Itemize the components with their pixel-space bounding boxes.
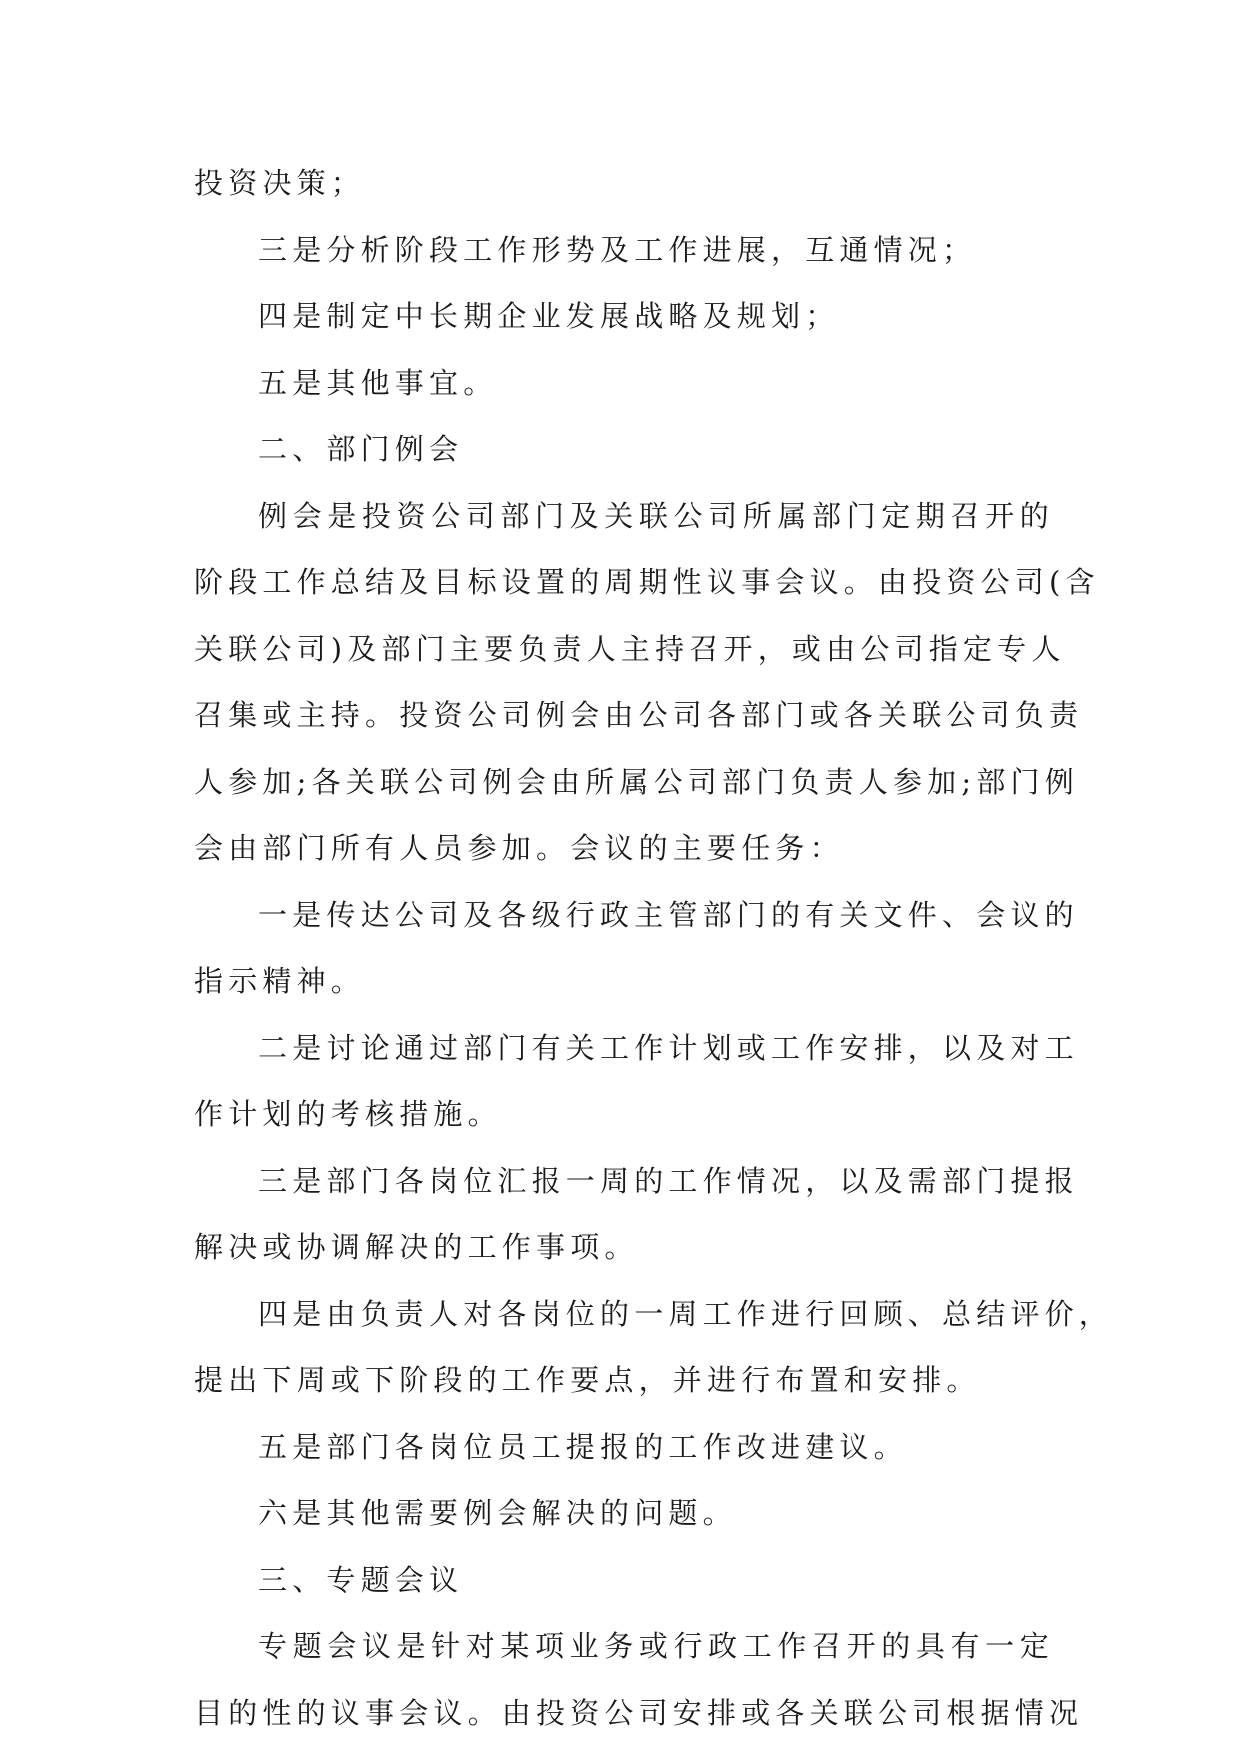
paragraph-line: 一是传达公司及各级行政主管部门的有关文件、会议的 xyxy=(258,897,1079,932)
paragraph-line: 指示精神。 xyxy=(194,964,366,998)
document-body xyxy=(194,150,1114,1746)
paragraph-line: 四是由负责人对各岗位的一周工作进行回顾、总结评价， xyxy=(258,1296,1114,1331)
paragraph-line: 解决或协调解决的工作事项。 xyxy=(194,1230,639,1264)
paragraph-line: 作计划的考核措施。 xyxy=(194,1097,502,1131)
paragraph-line: 召集或主持。投资公司例会由公司各部门或各关联公司负责 xyxy=(194,698,1084,732)
paragraph-line: 四是制定中长期企业发展战略及规划； xyxy=(258,299,840,333)
paragraph-line: 专题会议是针对某项业务或行政工作召开的具有一定 xyxy=(258,1629,1054,1663)
paragraph-line: 投资决策； xyxy=(194,166,366,200)
paragraph-line: 目的性的议事会议。由投资公司安排或各关联公司根据情况 xyxy=(194,1695,1084,1730)
paragraph-line: 例会是投资公司部门及关联公司所属部门定期召开的 xyxy=(258,498,1054,533)
paragraph-line: 六是其他需要例会解决的问题。 xyxy=(258,1496,737,1530)
paragraph-line: 二是讨论通过部门有关工作计划或工作安排，以及对工 xyxy=(258,1030,1079,1065)
paragraph-line: 关联公司)及部门主要负责人主持召开，或由公司指定专人 xyxy=(194,631,1066,666)
paragraph-line: 三是部门各岗位汇报一周的工作情况，以及需部门提报 xyxy=(258,1163,1079,1198)
section-heading: 二、部门例会 xyxy=(258,432,464,466)
paragraph-line: 会由部门所有人员参加。会议的主要任务： xyxy=(194,831,844,865)
paragraph-line: 三是分析阶段工作形势及工作进展，互通情况； xyxy=(258,232,977,267)
paragraph-line: 提出下周或下阶段的工作要点，并进行布置和安排。 xyxy=(194,1363,981,1397)
paragraph-line: 五是其他事宜。 xyxy=(258,365,498,400)
paragraph-line: 人参加;各关联公司例会由所属公司部门负责人参加;部门例 xyxy=(194,764,1079,799)
section-heading: 三、专题会议 xyxy=(258,1562,464,1597)
paragraph-line: 五是部门各岗位员工提报的工作改进建议。 xyxy=(258,1429,908,1464)
paragraph-line: 阶段工作总结及目标设置的周期性议事会议。由投资公司(含 xyxy=(194,565,1100,599)
